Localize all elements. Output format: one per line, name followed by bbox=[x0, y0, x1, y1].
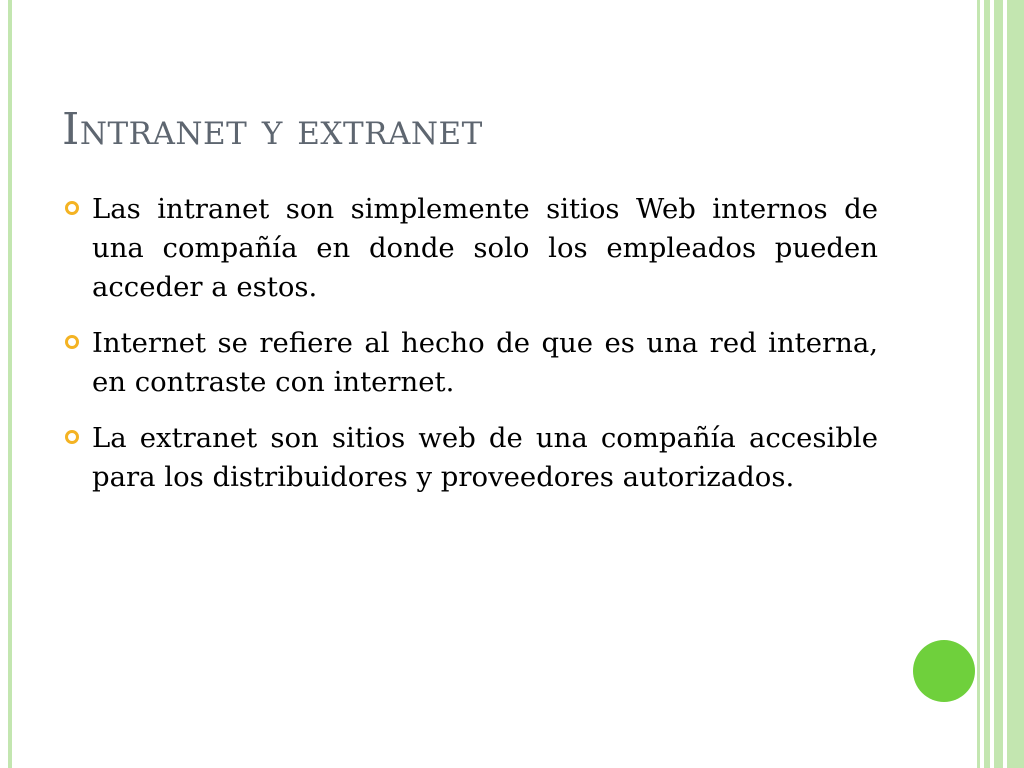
bullet-text: Las intranet son simplemente sitios Web internos de una compañía en donde solo los empleados pueden acceder a estos. bbox=[92, 193, 878, 303]
right-stripe-4 bbox=[1007, 0, 1024, 768]
bullet-item bbox=[62, 190, 878, 307]
ring-bullet-icon bbox=[64, 334, 80, 350]
right-stripe-3 bbox=[994, 0, 1003, 768]
right-stripe-1 bbox=[977, 0, 980, 768]
ring-bullet-icon bbox=[64, 429, 80, 445]
bullet-item bbox=[62, 419, 878, 497]
bullet-item bbox=[62, 324, 878, 402]
green-circle-decoration bbox=[913, 640, 975, 702]
bullet-text: La extranet son sitios web de una compañía accesible para los distribuidores y proveedores autorizados. bbox=[92, 422, 878, 493]
bullet-text: Internet se refiere al hecho de que es una red interna, en contraste con internet. bbox=[92, 327, 878, 398]
right-stripe-2 bbox=[984, 0, 990, 768]
slide-title: Intranet y extranet bbox=[62, 104, 483, 155]
ring-bullet-icon bbox=[64, 200, 80, 216]
bullet-list bbox=[62, 190, 878, 514]
left-border-line bbox=[8, 0, 12, 768]
